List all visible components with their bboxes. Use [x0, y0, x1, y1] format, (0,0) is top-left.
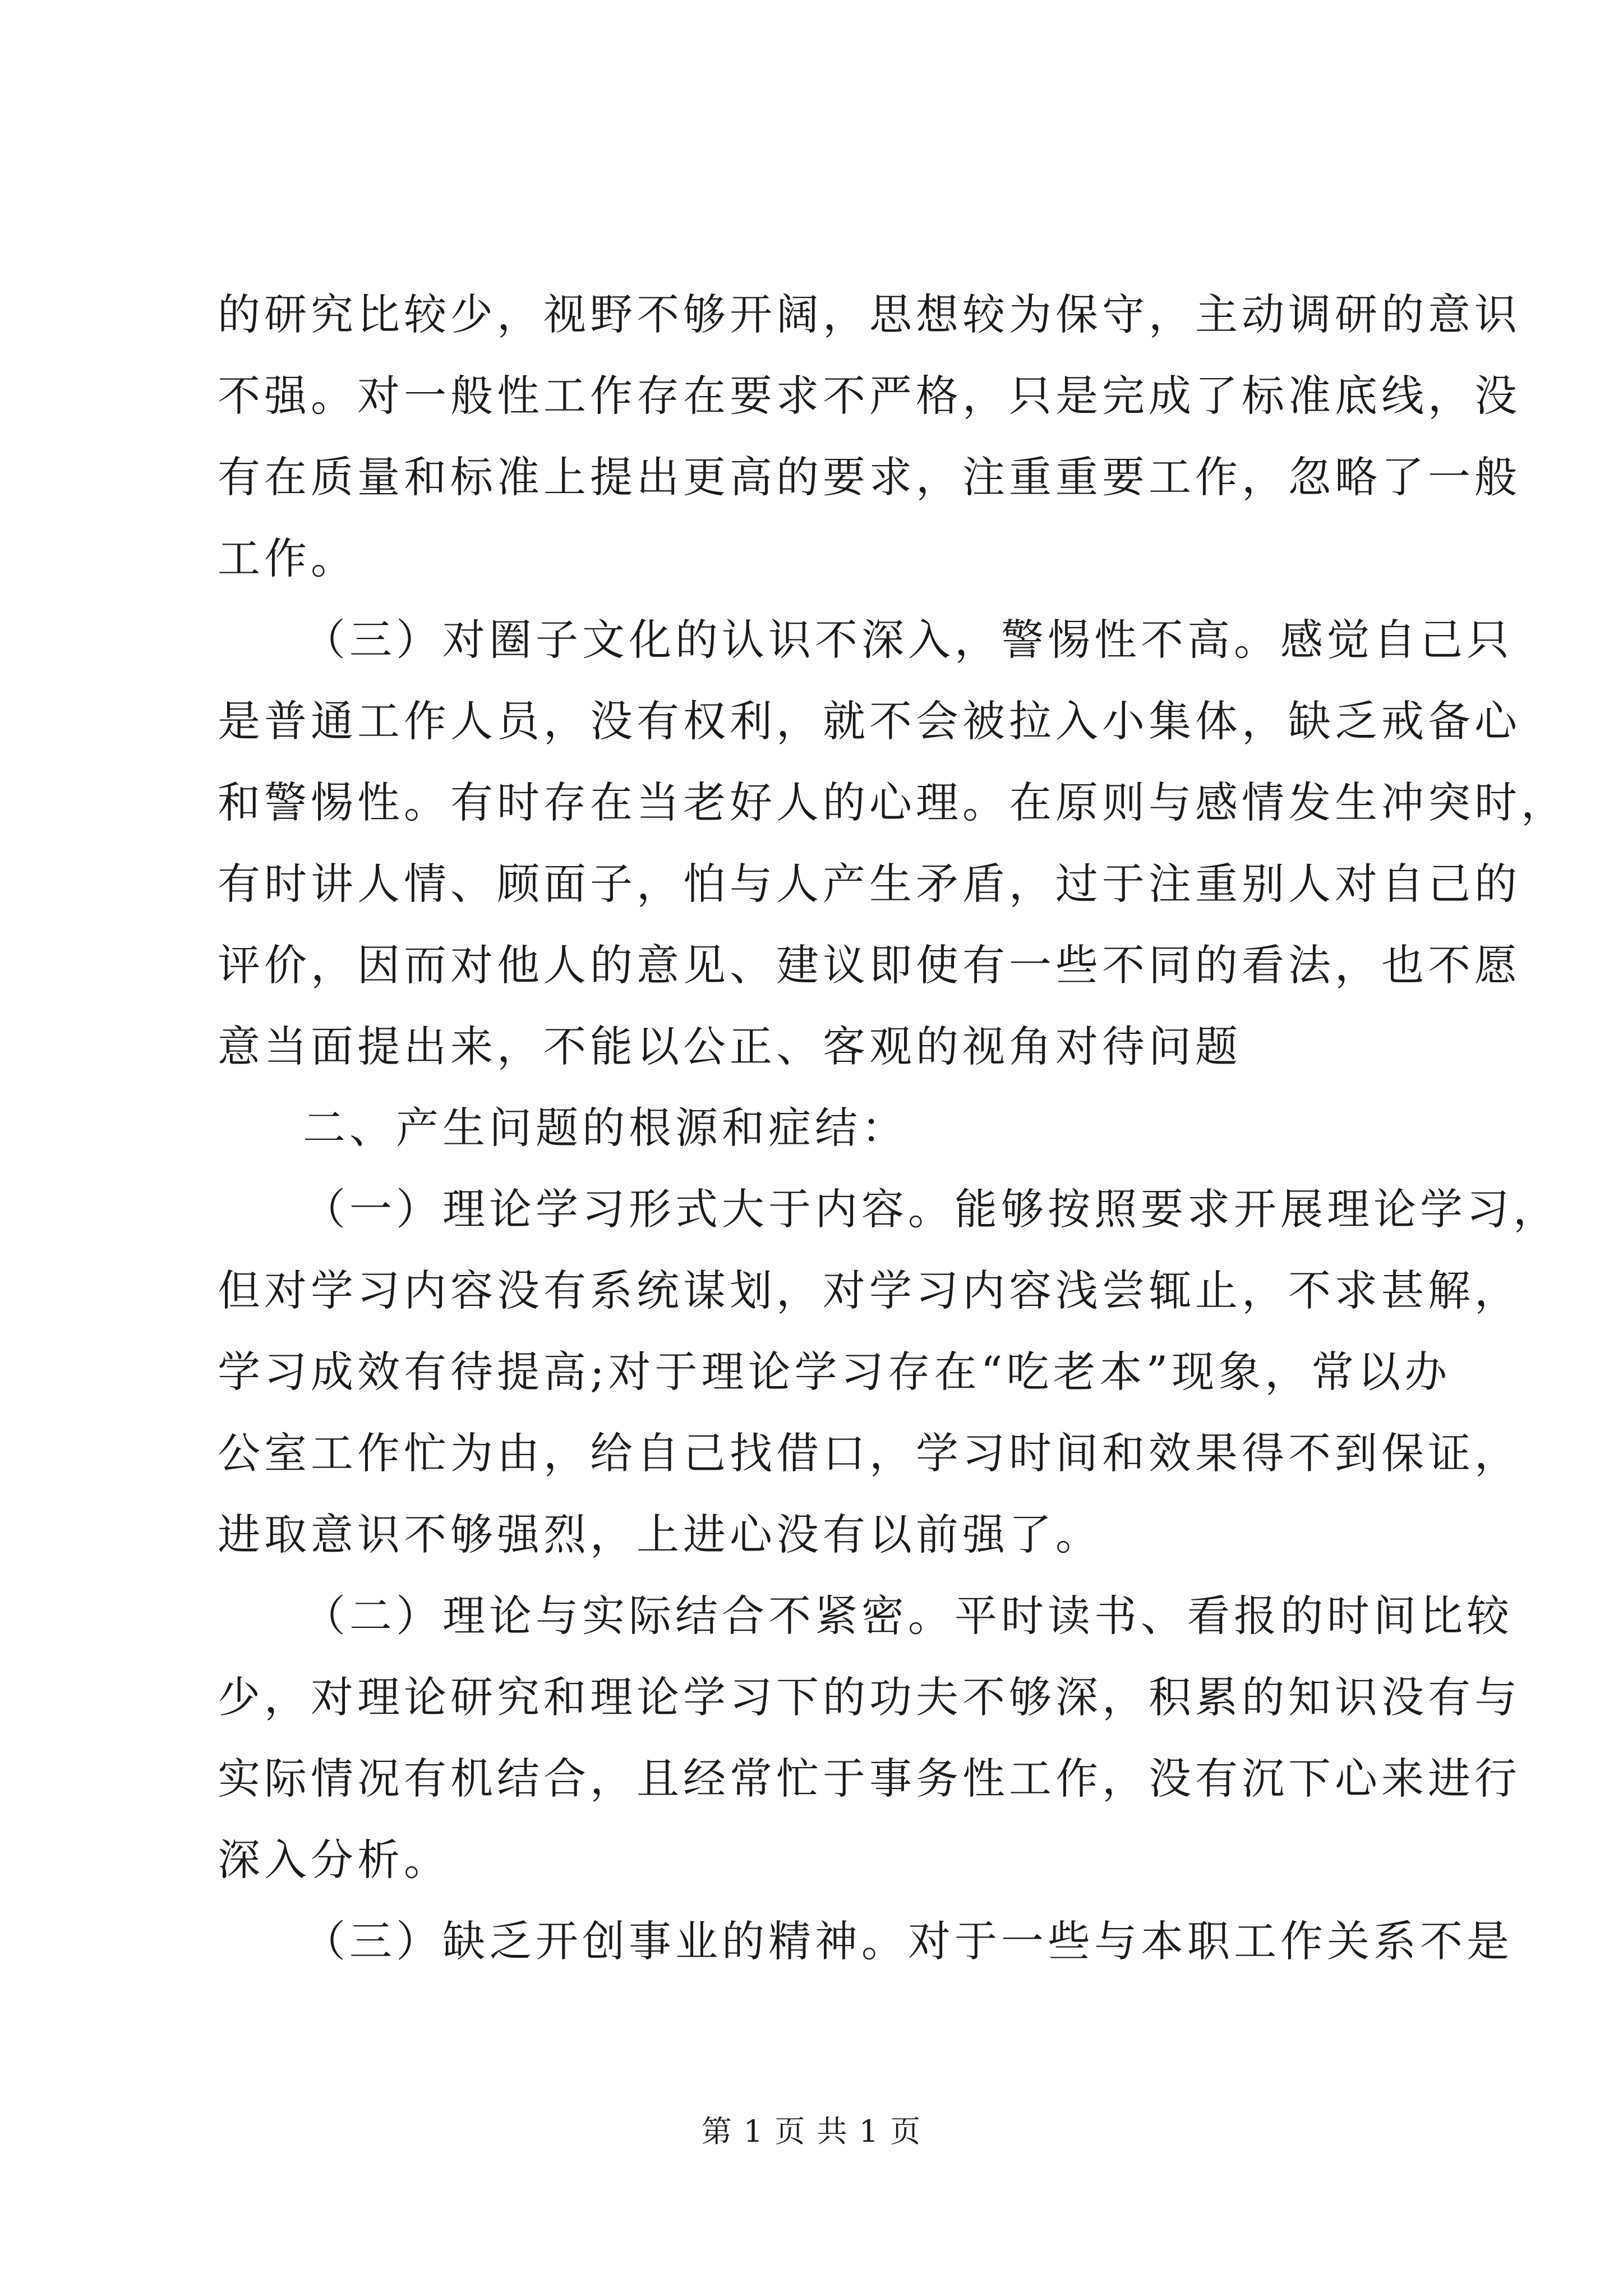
text-line: 工作。	[218, 533, 357, 583]
text-line: 意当面提出来，不能以公正、客观的视角对待问题	[218, 1022, 1242, 1071]
paragraph-start-line: （二）理论与实际结合不紧密。平时读书、看报的时间比较	[303, 1591, 1513, 1641]
text-line: 和警惕性。有时存在当老好人的心理。在原则与感情发生冲突时，	[218, 777, 1567, 827]
page-footer: 第 1 页 共 1 页	[701, 2114, 922, 2149]
text-line: 评价，因而对他人的意见、建议即使有一些不同的看法，也不愿	[218, 940, 1521, 990]
text-line: 是普通工作人员，没有权利，就不会被拉入小集体，缺乏戒备心	[218, 696, 1521, 746]
text-line: 有时讲人情、顾面子，怕与人产生矛盾，过于注重别人对自己的	[218, 859, 1521, 909]
paragraph-start-line: （三）缺乏开创事业的精神。对于一些与本职工作关系不是	[303, 1916, 1513, 1966]
text-line: 的研究比较少，视野不够开阔，思想较为保守，主动调研的意识	[218, 289, 1521, 339]
paragraph-start-line: （三）对圈子文化的认识不深入，警惕性不高。感觉自己只	[303, 615, 1513, 665]
text-line: 学习成效有待提高;对于理论学习存在“吃老本”现象，常以办	[218, 1347, 1451, 1397]
document-body	[218, 274, 1567, 1982]
text-line: 少，对理论研究和理论学习下的功夫不够深，积累的知识没有与	[218, 1672, 1521, 1722]
text-line: 公室工作忙为由，给自己找借口，学习时间和效果得不到保证，	[218, 1428, 1521, 1478]
text-line: 有在质量和标准上提出更高的要求，注重重要工作，忽略了一般	[218, 452, 1521, 502]
text-line: 不强。对一般性工作存在要求不严格，只是完成了标准底线，没	[218, 371, 1521, 421]
text-line: 实际情况有机结合，且经常忙于事务性工作，没有沉下心来进行	[218, 1754, 1521, 1803]
text-line: 但对学习内容没有系统谋划，对学习内容浅尝辄止，不求甚解，	[218, 1266, 1521, 1315]
paragraph-start-line: （一）理论学习形式大于内容。能够按照要求开展理论学习，	[303, 1184, 1560, 1234]
text-line: 进取意识不够强烈，上进心没有以前强了。	[218, 1510, 1102, 1559]
text-line: 深入分析。	[218, 1835, 450, 1885]
section-heading: 二、产生问题的根源和症结：	[303, 1103, 908, 1153]
